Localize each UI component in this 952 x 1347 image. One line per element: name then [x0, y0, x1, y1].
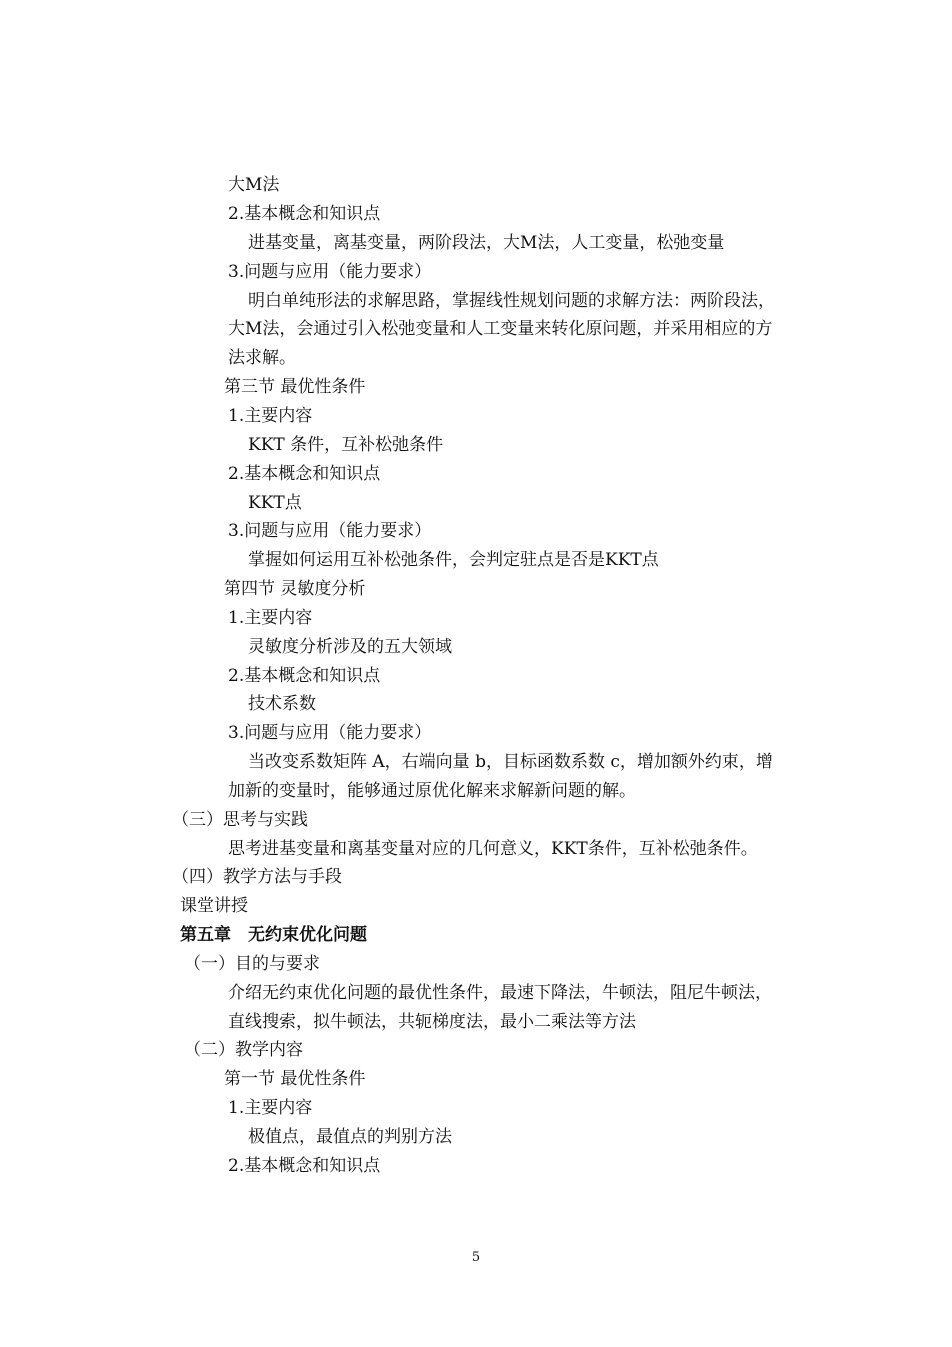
text-line: 介绍无约束优化问题的最优性条件，最速下降法，牛顿法，阻尼牛顿法， — [228, 983, 772, 1003]
text-line: 大M法，会通过引入松弛变量和人工变量来转化原问题，并采用相应的方 — [228, 319, 773, 339]
text-line: 思考进基变量和离基变量对应的几何意义，KKT条件，互补松弛条件。 — [228, 839, 758, 859]
text-line: 3.问题与应用（能力要求） — [228, 262, 432, 282]
text-line: 1.主要内容 — [228, 1098, 313, 1118]
section-heading: 第三节 最优性条件 — [224, 377, 366, 397]
text-line: 2.基本概念和知识点 — [228, 666, 381, 686]
text-line: 明白单纯形法的求解思路，掌握线性规划问题的求解方法：两阶段法， — [248, 291, 775, 311]
text-line: 加新的变量时，能够通过原优化解来求解新问题的解。 — [228, 781, 636, 801]
text-line: 技术系数 — [248, 694, 316, 714]
page-number: 5 — [471, 1250, 481, 1265]
text-line: 3.问题与应用（能力要求） — [228, 723, 432, 743]
chapter-heading: 第五章 无约束优化问题 — [180, 925, 367, 945]
text-line: 灵敏度分析涉及的五大领域 — [248, 637, 452, 657]
text-line: 掌握如何运用互补松弛条件，会判定驻点是否是KKT点 — [248, 550, 659, 570]
text-line: 大M法 — [228, 175, 280, 195]
text-line: 直线搜索，拟牛顿法，共轭梯度法，最小二乘法等方法 — [228, 1012, 636, 1032]
text-line: 当改变系数矩阵 A，右端向量 b，目标函数系数 c，增加额外约束，增 — [248, 752, 773, 772]
subsection-heading: （三）思考与实践 — [172, 810, 308, 830]
text-line: 进基变量，离基变量，两阶段法，大M法，人工变量，松弛变量 — [248, 233, 725, 253]
text-line: 2.基本概念和知识点 — [228, 204, 381, 224]
text-line: 1.主要内容 — [228, 406, 313, 426]
text-line: KKT点 — [248, 493, 302, 513]
section-heading: 第一节 最优性条件 — [224, 1069, 366, 1089]
section-heading: 第四节 灵敏度分析 — [224, 579, 366, 599]
text-line: 课堂讲授 — [180, 896, 248, 916]
subsection-heading: （四）教学方法与手段 — [172, 867, 342, 887]
text-line: 1.主要内容 — [228, 608, 313, 628]
subsection-heading: （一）目的与要求 — [184, 954, 320, 974]
text-line: 2.基本概念和知识点 — [228, 464, 381, 484]
text-line: 极值点，最值点的判别方法 — [248, 1127, 452, 1147]
subsection-heading: （二）教学内容 — [184, 1040, 303, 1060]
text-line: 2.基本概念和知识点 — [228, 1156, 381, 1176]
text-line: 3.问题与应用（能力要求） — [228, 521, 432, 541]
text-line: KKT 条件，互补松弛条件 — [248, 435, 444, 455]
text-line: 法求解。 — [228, 348, 296, 368]
